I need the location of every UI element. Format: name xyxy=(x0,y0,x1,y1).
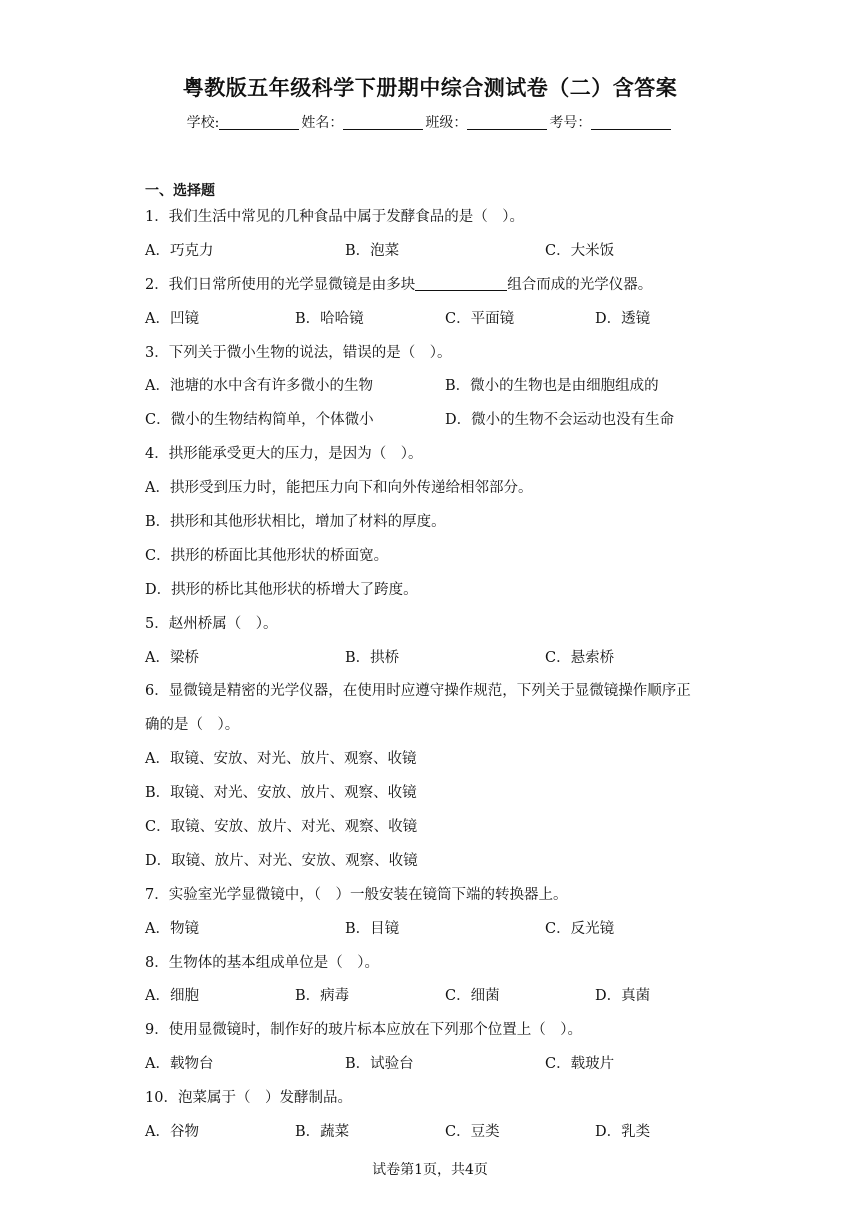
option-row xyxy=(145,1053,725,1087)
option-row xyxy=(145,985,725,1019)
question-stem: 6．显微镜是精密的光学仪器，在使用时应遵守操作规范，下列关于显微镜操作顺序正 xyxy=(145,683,691,700)
option: A．物镜 xyxy=(145,920,199,937)
option: B．泡菜 xyxy=(345,242,400,259)
exam-number-blank xyxy=(591,115,671,130)
question-stem: 3．下列关于微小生物的说法，错误的是（ ）。 xyxy=(145,344,452,361)
option: A．谷物 xyxy=(145,1124,199,1141)
option: C．载玻片 xyxy=(545,1056,615,1073)
class-label: 班级： xyxy=(425,115,468,131)
question-stem: 8．生物体的基本组成单位是（ ）。 xyxy=(145,954,379,971)
option: C．豆类 xyxy=(445,1124,500,1141)
option: B．拱桥 xyxy=(345,649,400,666)
option: B．微小的生物也是由细胞组成的 xyxy=(445,378,659,395)
option: C．拱形的桥面比其他形状的桥面宽。 xyxy=(145,547,389,564)
name-blank xyxy=(343,115,423,130)
option-row xyxy=(145,647,725,681)
option: B．蔬菜 xyxy=(295,1124,350,1141)
option-row xyxy=(145,918,725,952)
question-stem xyxy=(145,274,725,308)
question-stem: 10．泡菜属于（ ）发酵制品。 xyxy=(145,1090,352,1107)
class-blank xyxy=(467,115,547,130)
option: D．拱形的桥比其他形状的桥增大了跨度。 xyxy=(145,581,418,598)
question-stem: 9．使用显微镜时，制作好的玻片标本应放在下列那个位置上（ ）。 xyxy=(145,1022,582,1039)
option-row xyxy=(145,409,725,443)
option: A．梁桥 xyxy=(145,649,199,666)
option-row xyxy=(145,240,725,274)
option: D．透镜 xyxy=(595,310,651,327)
page-footer: 试卷第1页，共4页 xyxy=(372,1162,488,1178)
option: C．悬索桥 xyxy=(545,649,615,666)
option: A．拱形受到压力时，能把压力向下和向外传递给相邻部分。 xyxy=(145,480,533,497)
question-stem: 4．拱形能承受更大的压力，是因为（ ）。 xyxy=(145,446,423,463)
option: D．取镜、放片、对光、安放、观察、收镜 xyxy=(145,852,418,869)
question-stem-continued: 确的是（ ）。 xyxy=(145,717,240,734)
option: D．真菌 xyxy=(595,988,651,1005)
option: A．细胞 xyxy=(145,988,199,1005)
option: C．平面镜 xyxy=(445,310,515,327)
section-heading: 一、选择题 xyxy=(145,183,215,199)
school-label: 学校: xyxy=(186,115,220,131)
option: B．哈哈镜 xyxy=(295,310,364,327)
question-stem: 5．赵州桥属（ ）。 xyxy=(145,615,278,632)
option: C．细菌 xyxy=(445,988,500,1005)
stem-part: 组合而成的光学仪器。 xyxy=(507,276,653,293)
name-label: 姓名： xyxy=(301,115,344,131)
option-row xyxy=(145,308,725,342)
option: A．池塘的水中含有许多微小的生物 xyxy=(145,378,373,395)
option: C．微小的生物结构简单，个体微小 xyxy=(145,412,374,429)
fill-blank xyxy=(415,276,507,291)
option: A．载物台 xyxy=(145,1056,214,1073)
option-row xyxy=(145,375,725,409)
student-info-line xyxy=(0,112,860,132)
option: C．取镜、安放、放片、对光、观察、收镜 xyxy=(145,819,418,836)
question-stem: 7．实验室光学显微镜中，（ ）一般安装在镜筒下端的转换器上。 xyxy=(145,886,568,903)
option: B．病毒 xyxy=(295,988,350,1005)
option: C．反光镜 xyxy=(545,920,615,937)
option: B．取镜、对光、安放、放片、观察、收镜 xyxy=(145,785,417,802)
option: A．凹镜 xyxy=(145,310,199,327)
option: D．乳类 xyxy=(595,1124,651,1141)
option: A．取镜、安放、对光、放片、观察、收镜 xyxy=(145,751,417,768)
question-stem: 1．我们生活中常见的几种食品中属于发酵食品的是（ ）。 xyxy=(145,209,524,225)
stem-part: 2．我们日常所使用的光学显微镜是由多块 xyxy=(145,276,416,293)
option-row xyxy=(145,1121,725,1155)
option: C．大米饭 xyxy=(545,242,615,259)
school-blank xyxy=(219,115,299,130)
option: B．目镜 xyxy=(345,920,400,937)
option: D．微小的生物不会运动也没有生命 xyxy=(445,412,675,429)
page-title: 粤教版五年级科学下册期中综合测试卷（二）含答案 xyxy=(182,76,678,100)
exam-number-label: 考号： xyxy=(549,115,592,131)
option: A．巧克力 xyxy=(145,242,214,259)
option: B．试验台 xyxy=(345,1056,414,1073)
question-list xyxy=(145,206,725,1155)
option: B．拱形和其他形状相比，增加了材料的厚度。 xyxy=(145,514,446,531)
